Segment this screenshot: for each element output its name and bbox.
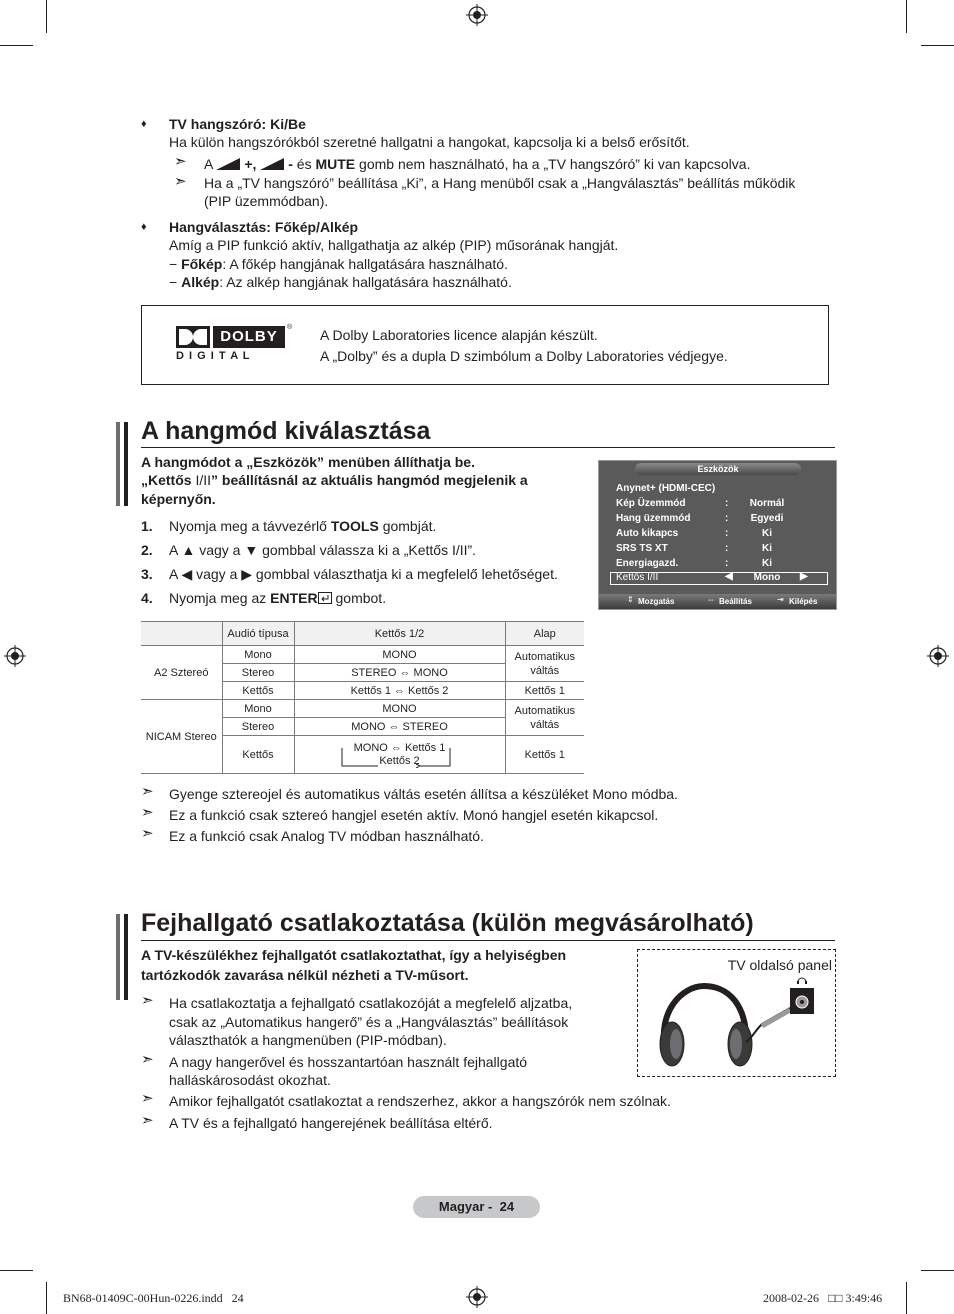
- leftright-icon: ⇔: [707, 595, 715, 604]
- menu-item-anynet[interactable]: Anynet+ (HDMI-CEC): [616, 483, 716, 494]
- section1-intro-3: képernyőn.: [141, 491, 216, 507]
- table-cell: STEREO ⇔ MONO: [294, 664, 505, 682]
- table-cell: Kettős 1: [505, 682, 584, 700]
- table-cell: Kettős: [222, 682, 294, 700]
- registration-mark-icon: [466, 1286, 488, 1308]
- table-cell: Stereo: [222, 718, 294, 736]
- updown-icon: ⇕: [627, 595, 634, 604]
- table-cell: Mono: [222, 700, 294, 718]
- section2-note-cont: halláskárosodást okozhat.: [169, 1072, 331, 1088]
- menu-selected-label: Kettős I/II: [616, 572, 659, 583]
- section1-note: Ez a funkció csak Analog TV módban használható.: [169, 828, 484, 844]
- menu-item-sep: :: [725, 543, 729, 554]
- step-text: Nyomja meg a távvezérlő TOOLS gombját.: [169, 518, 437, 534]
- menu-footer-adjust: Beállítás: [719, 597, 752, 606]
- table-cell: Automatikus váltás: [505, 646, 584, 682]
- note-arrow-icon: ➣: [141, 783, 154, 800]
- sound-select-desc: Amíg a PIP funkció aktív, hallgathatja az alkép (PIP) műsorának hangját.: [169, 237, 619, 253]
- menu-item-value: Ki: [762, 543, 772, 554]
- menu-item-label[interactable]: SRS TS XT: [616, 543, 668, 554]
- volume-down-icon: [260, 158, 284, 170]
- step-text: Nyomja meg az ENTER gombot.: [169, 590, 387, 606]
- section2-note: Ha csatlakoztatja a fejhallgató csatlakozóját a megfelelő aljzatba,: [169, 995, 573, 1011]
- menu-selected-value: Mono: [753, 572, 781, 583]
- dolby-registered-icon: ®: [287, 324, 293, 331]
- step-number: 2.: [141, 542, 153, 558]
- section2-note-cont: választhatók a hangmenüben (PIP-módban).: [169, 1032, 447, 1048]
- section1-note: Gyenge sztereojel és automatikus váltás esetén állítsa a készüléket Mono módba.: [169, 786, 678, 802]
- section-heading: Fejhallgató csatlakoztatása (külön megvásárolható): [141, 909, 754, 937]
- step-text: A ◀ vagy a ▶ gombbal választhatja ki a megfelelő lehetőséget.: [169, 566, 558, 582]
- section2-note: A nagy hangerővel és hosszantartóan használt fejhallgató: [169, 1054, 528, 1070]
- table-cell: MONO: [294, 700, 505, 718]
- registration-mark-icon: [927, 645, 949, 667]
- tv-speaker-title: TV hangszóró: Ki/Be: [169, 116, 306, 132]
- tv-speaker-note2: Ha a „TV hangszóró” beállítása „Ki”, a Hang menüből csak a „Hangválasztás” beállítás működik: [204, 175, 796, 191]
- section2-note: Amikor fejhallgatót csatlakoztat a rendszerhez, akkor a hangszórók nem szólnak.: [169, 1093, 671, 1109]
- menu-footer-exit: Kilépés: [789, 597, 818, 606]
- crop-mark: [906, 0, 907, 33]
- note-arrow-icon: ➣: [141, 1051, 154, 1068]
- step-number: 4.: [141, 590, 153, 606]
- panel-label: TV oldalsó panel: [727, 957, 832, 973]
- table-header: Alap: [505, 622, 584, 646]
- arrow-left-icon[interactable]: ◀: [725, 571, 733, 582]
- section1-intro-2: „Kettős I/II” beállításnál az aktuális hangmód megjelenik a: [141, 472, 528, 488]
- table-cell: Kettős 1 ⇔ Kettős 2: [294, 682, 505, 700]
- table-header: [141, 622, 222, 646]
- table-header: Kettős 1/2: [294, 622, 505, 646]
- tv-speaker-note1: A +, - és MUTE gomb nem használható, ha a „TV hangszóró” ki van kapcsolva.: [204, 156, 751, 172]
- sound-select-item1: − Főkép: A főkép hangjának hallgatására használható.: [169, 256, 508, 272]
- dolby-word: DOLBY: [213, 326, 285, 348]
- section2-note-cont: csak az „Automatikus hangerő” és a „Hangválasztás” beállítások: [169, 1014, 569, 1030]
- registration-mark-icon: [4, 645, 26, 667]
- menu-item-label[interactable]: Energiagazd.: [616, 558, 679, 569]
- dolby-line2: A „Dolby” és a dupla D szimbólum a Dolby Laboratories védjegye.: [320, 348, 728, 364]
- menu-item-label[interactable]: Hang üzemmód: [616, 513, 691, 524]
- arrow-right-icon[interactable]: ▶: [800, 571, 808, 582]
- table-cell: MONO ⇔ STEREO: [294, 718, 505, 736]
- table-cell: Kettős: [222, 736, 294, 774]
- section2-intro: A TV-készülékhez fejhallgatót csatlakoztathat, így a helyiségben: [141, 947, 567, 963]
- crop-mark: [46, 0, 47, 33]
- menu-item-label[interactable]: Kép Üzemmód: [616, 498, 686, 509]
- menu-item-sep: :: [725, 498, 729, 509]
- dolby-line1: A Dolby Laboratories licence alapján készült.: [320, 327, 598, 343]
- dolby-box: [141, 305, 829, 385]
- menu-item-value: Egyedi: [750, 513, 784, 524]
- crop-mark: [46, 1282, 47, 1314]
- note-arrow-icon: ➣: [141, 804, 154, 821]
- note-arrow-icon: ➣: [141, 1112, 154, 1129]
- volume-up-icon: [216, 158, 240, 170]
- section-heading: A hangmód kiválasztása: [141, 417, 431, 445]
- headphones-icon: [642, 972, 832, 1072]
- exit-icon: ⇥: [777, 595, 784, 604]
- table-cell: Automatikus váltás: [505, 700, 584, 736]
- heading-bar: [116, 914, 120, 1000]
- menu-title: Eszközök: [697, 464, 739, 474]
- heading-rule: [141, 940, 835, 941]
- table-group-label: NICAM Stereo: [141, 700, 222, 774]
- tv-speaker-note2-cont: (PIP üzemmódban).: [204, 193, 329, 209]
- section2-note: A TV és a fejhallgató hangerejének beállítása eltérő.: [169, 1115, 493, 1131]
- crop-mark: [921, 1270, 954, 1271]
- enter-icon: [318, 592, 332, 604]
- table-cell: Stereo: [222, 664, 294, 682]
- menu-item-value: Ki: [762, 528, 772, 539]
- heading-rule: [141, 447, 835, 448]
- section2-intro-2: tartózkodók zavarása nélkül nézheti a TV-műsort.: [141, 967, 469, 983]
- menu-item-value: Normál: [749, 498, 785, 509]
- table-cell: MONO ⇔ Kettős 1 Kettős 2: [294, 736, 505, 774]
- note-arrow-icon: ➣: [141, 992, 154, 1009]
- dolby-digital-word: D I G I T A L: [176, 350, 251, 362]
- sound-select-item2: − Alkép: Az alkép hangjának hallgatására használható.: [169, 274, 512, 290]
- dolby-double-d-icon: [176, 326, 210, 348]
- tv-speaker-desc: Ha külön hangszórókból szeretné hallgatni a hangokat, kapcsolja ki a belső erősítőt.: [169, 134, 690, 150]
- section1-note: Ez a funkció csak sztereó hangjel esetén aktív. Monó hangjel esetén kikapcsol.: [169, 807, 659, 823]
- section1-intro: A hangmódot a „Eszközök” menüben állíthatja be.: [141, 454, 475, 470]
- heading-bar: [124, 914, 128, 1000]
- menu-item-sep: :: [725, 513, 729, 524]
- table-cell: Kettős 1: [505, 736, 584, 774]
- dolby-logo: [176, 324, 293, 364]
- table-cell: MONO: [294, 646, 505, 664]
- menu-item-label[interactable]: Auto kikapcs: [616, 528, 679, 539]
- headphone-panel: [637, 949, 836, 1077]
- step-text: A ▲ vagy a ▼ gombbal válassza ki a „Kettős I/II”.: [169, 542, 477, 558]
- table-header: Audió típusa: [222, 622, 294, 646]
- note-arrow-icon: ➣: [174, 173, 187, 190]
- menu-item-sep: :: [725, 528, 729, 539]
- heading-bar: [116, 422, 120, 506]
- menu-footer-move: Mozgatás: [638, 597, 675, 606]
- crop-mark: [0, 45, 33, 46]
- sound-mode-table: [141, 621, 584, 774]
- note-arrow-icon: ➣: [141, 1090, 154, 1107]
- table-cell: Mono: [222, 646, 294, 664]
- crop-mark: [906, 1282, 907, 1314]
- step-number: 3.: [141, 566, 153, 582]
- print-date: 2008-02-26 □□ 3:49:46: [763, 1291, 883, 1305]
- registration-mark-icon: [466, 4, 488, 26]
- note-arrow-icon: ➣: [141, 825, 154, 842]
- menu-item-sep: :: [725, 558, 729, 569]
- crop-mark: [0, 1270, 33, 1271]
- table-group-label: A2 Sztereó: [141, 646, 222, 700]
- crop-mark: [921, 45, 954, 46]
- diamond-bullet-icon: ♦: [141, 221, 147, 233]
- step-number: 1.: [141, 518, 153, 534]
- menu-item-value: Ki: [762, 558, 772, 569]
- note-arrow-icon: ➣: [174, 153, 187, 170]
- heading-bar: [124, 422, 128, 506]
- sound-select-title: Hangválasztás: Főkép/Alkép: [169, 219, 359, 235]
- diamond-bullet-icon: ♦: [141, 118, 147, 130]
- page-number: Magyar - 24: [438, 1199, 515, 1214]
- file-info: BN68-01409C-00Hun-0226.indd 24: [63, 1291, 244, 1305]
- cycle-bracket-icon: [338, 742, 458, 768]
- tools-menu: [598, 460, 837, 610]
